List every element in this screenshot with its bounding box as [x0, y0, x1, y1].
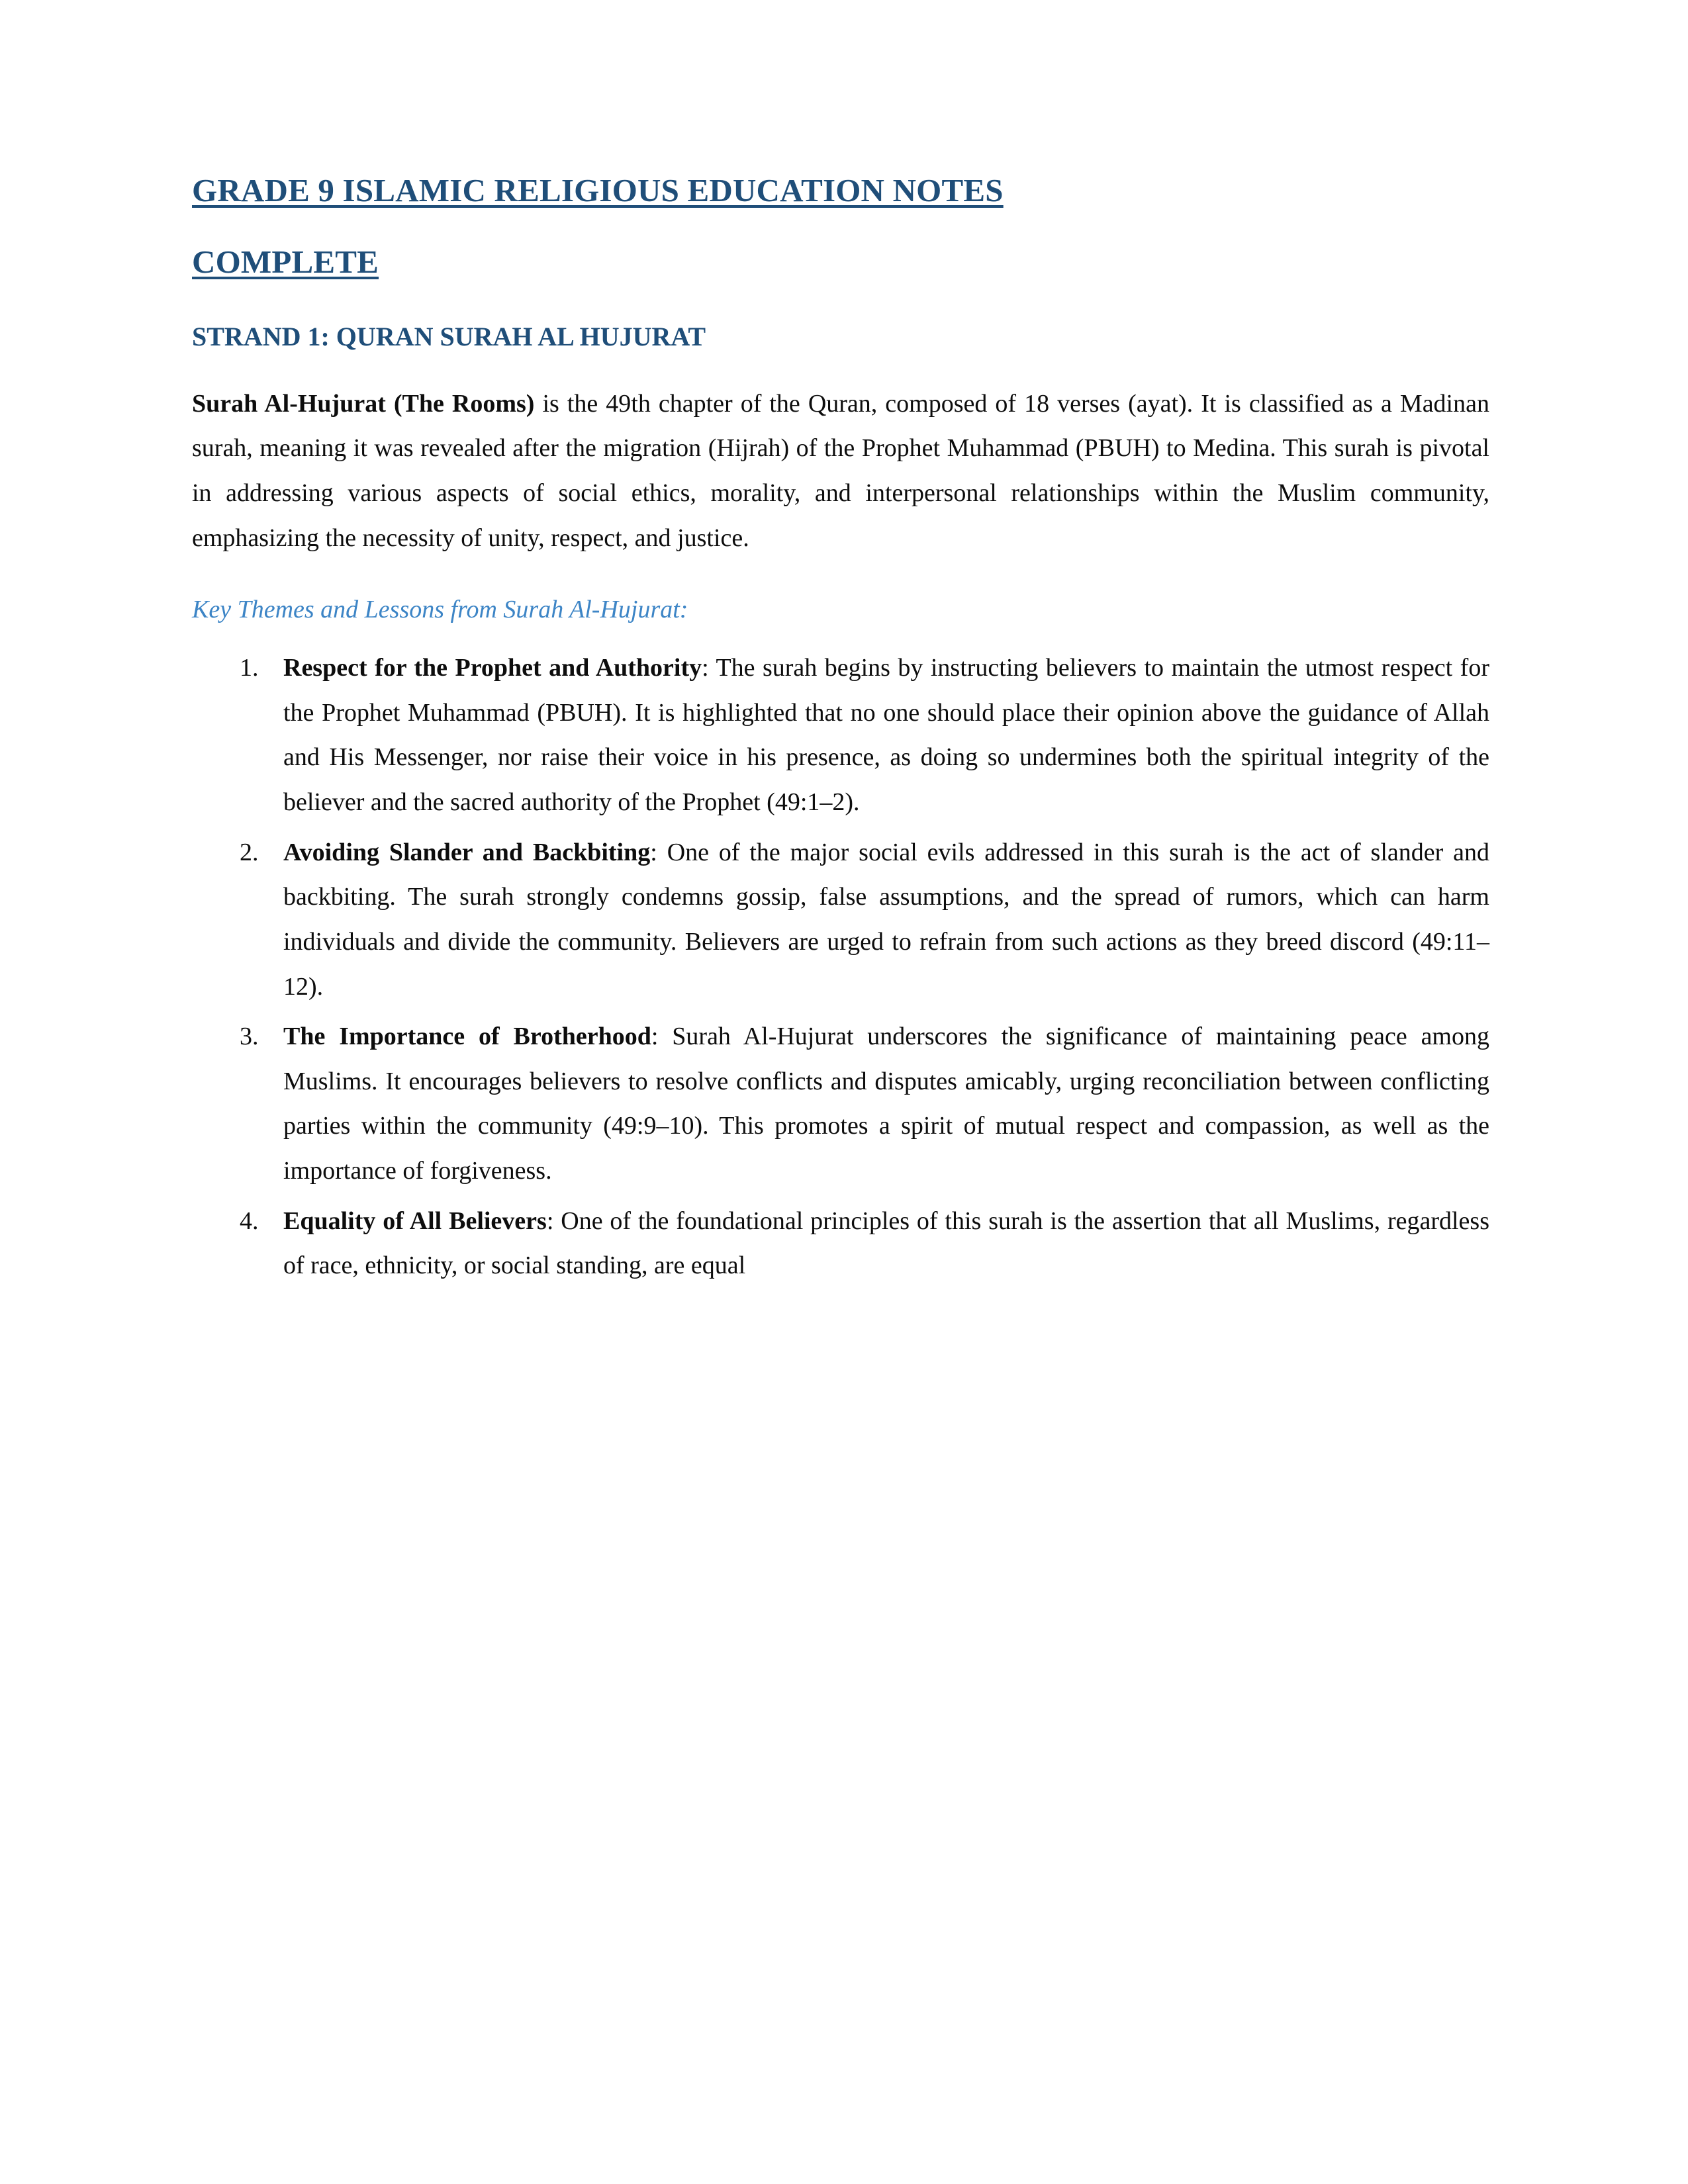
theme-rest: : Surah Al-Hujurat underscores the significance of maintaining peace among Muslims. It encourages believers to resolve conflicts and disputes amicably, urging reconciliation between conflicting parties within the community (49:9–10). This promotes a spirit of mutual respect and compassion, as well as the importance of forgiveness. — [283, 1023, 1489, 1185]
list-item — [265, 1199, 1489, 1289]
theme-lead: Avoiding Slander and Backbiting — [283, 838, 651, 866]
theme-rest: : One of the major social evils addressed in this surah is the act of slander and backbiting. The surah strongly condemns gossip, false assumptions, and the spread of rumors, which can harm individuals and divide the community. Believers are urged to refrain from such actions as they breed discord (49:11–12). — [283, 838, 1489, 1001]
intro-rest: is the 49th chapter of the Quran, composed of 18 verses (ayat). It is classified as a Madinan surah, meaning it was revealed after the migration (Hijrah) of the Prophet Muhammad (PBUH) to Medina. This surah is pivotal in addressing various aspects of social ethics, morality, and interpersonal relationships within the Muslim community, emphasizing the necessity of unity, respect, and justice. — [192, 389, 1489, 552]
list-item — [265, 831, 1489, 1010]
intro-lead: Surah Al-Hujurat (The Rooms) — [192, 389, 535, 418]
themes-list — [192, 646, 1489, 1289]
theme-rest: : One of the foundational principles of this surah is the assertion that all Muslims, regardless of race, ethnicity, or social standing, are equal — [283, 1206, 1489, 1280]
document-title-line-2: COMPLETE — [192, 244, 379, 281]
list-item — [265, 646, 1489, 825]
theme-lead: The Importance of Brotherhood — [283, 1023, 651, 1051]
key-themes-label: Key Themes and Lessons from Surah Al-Hujurat: — [192, 596, 688, 624]
intro-paragraph — [192, 382, 1489, 561]
strand-heading: STRAND 1: QURAN SURAH AL HUJURAT — [192, 321, 706, 351]
theme-lead: Equality of All Believers — [283, 1206, 547, 1235]
theme-rest: : The surah begins by instructing believers to maintain the utmost respect for the Prophet Muhammad (PBUH). It is highlighted that no one should place their opinion above the guidance of Allah and His Messenger, nor raise their voice in his presence, as doing so undermines both the spiritual integrity of the believer and the sacred authority of the Prophet (49:1–2). — [283, 654, 1489, 817]
list-item — [265, 1015, 1489, 1194]
document-title-line-1: GRADE 9 ISLAMIC RELIGIOUS EDUCATION NOTES — [192, 172, 1004, 208]
theme-lead: Respect for the Prophet and Authority — [283, 654, 702, 682]
